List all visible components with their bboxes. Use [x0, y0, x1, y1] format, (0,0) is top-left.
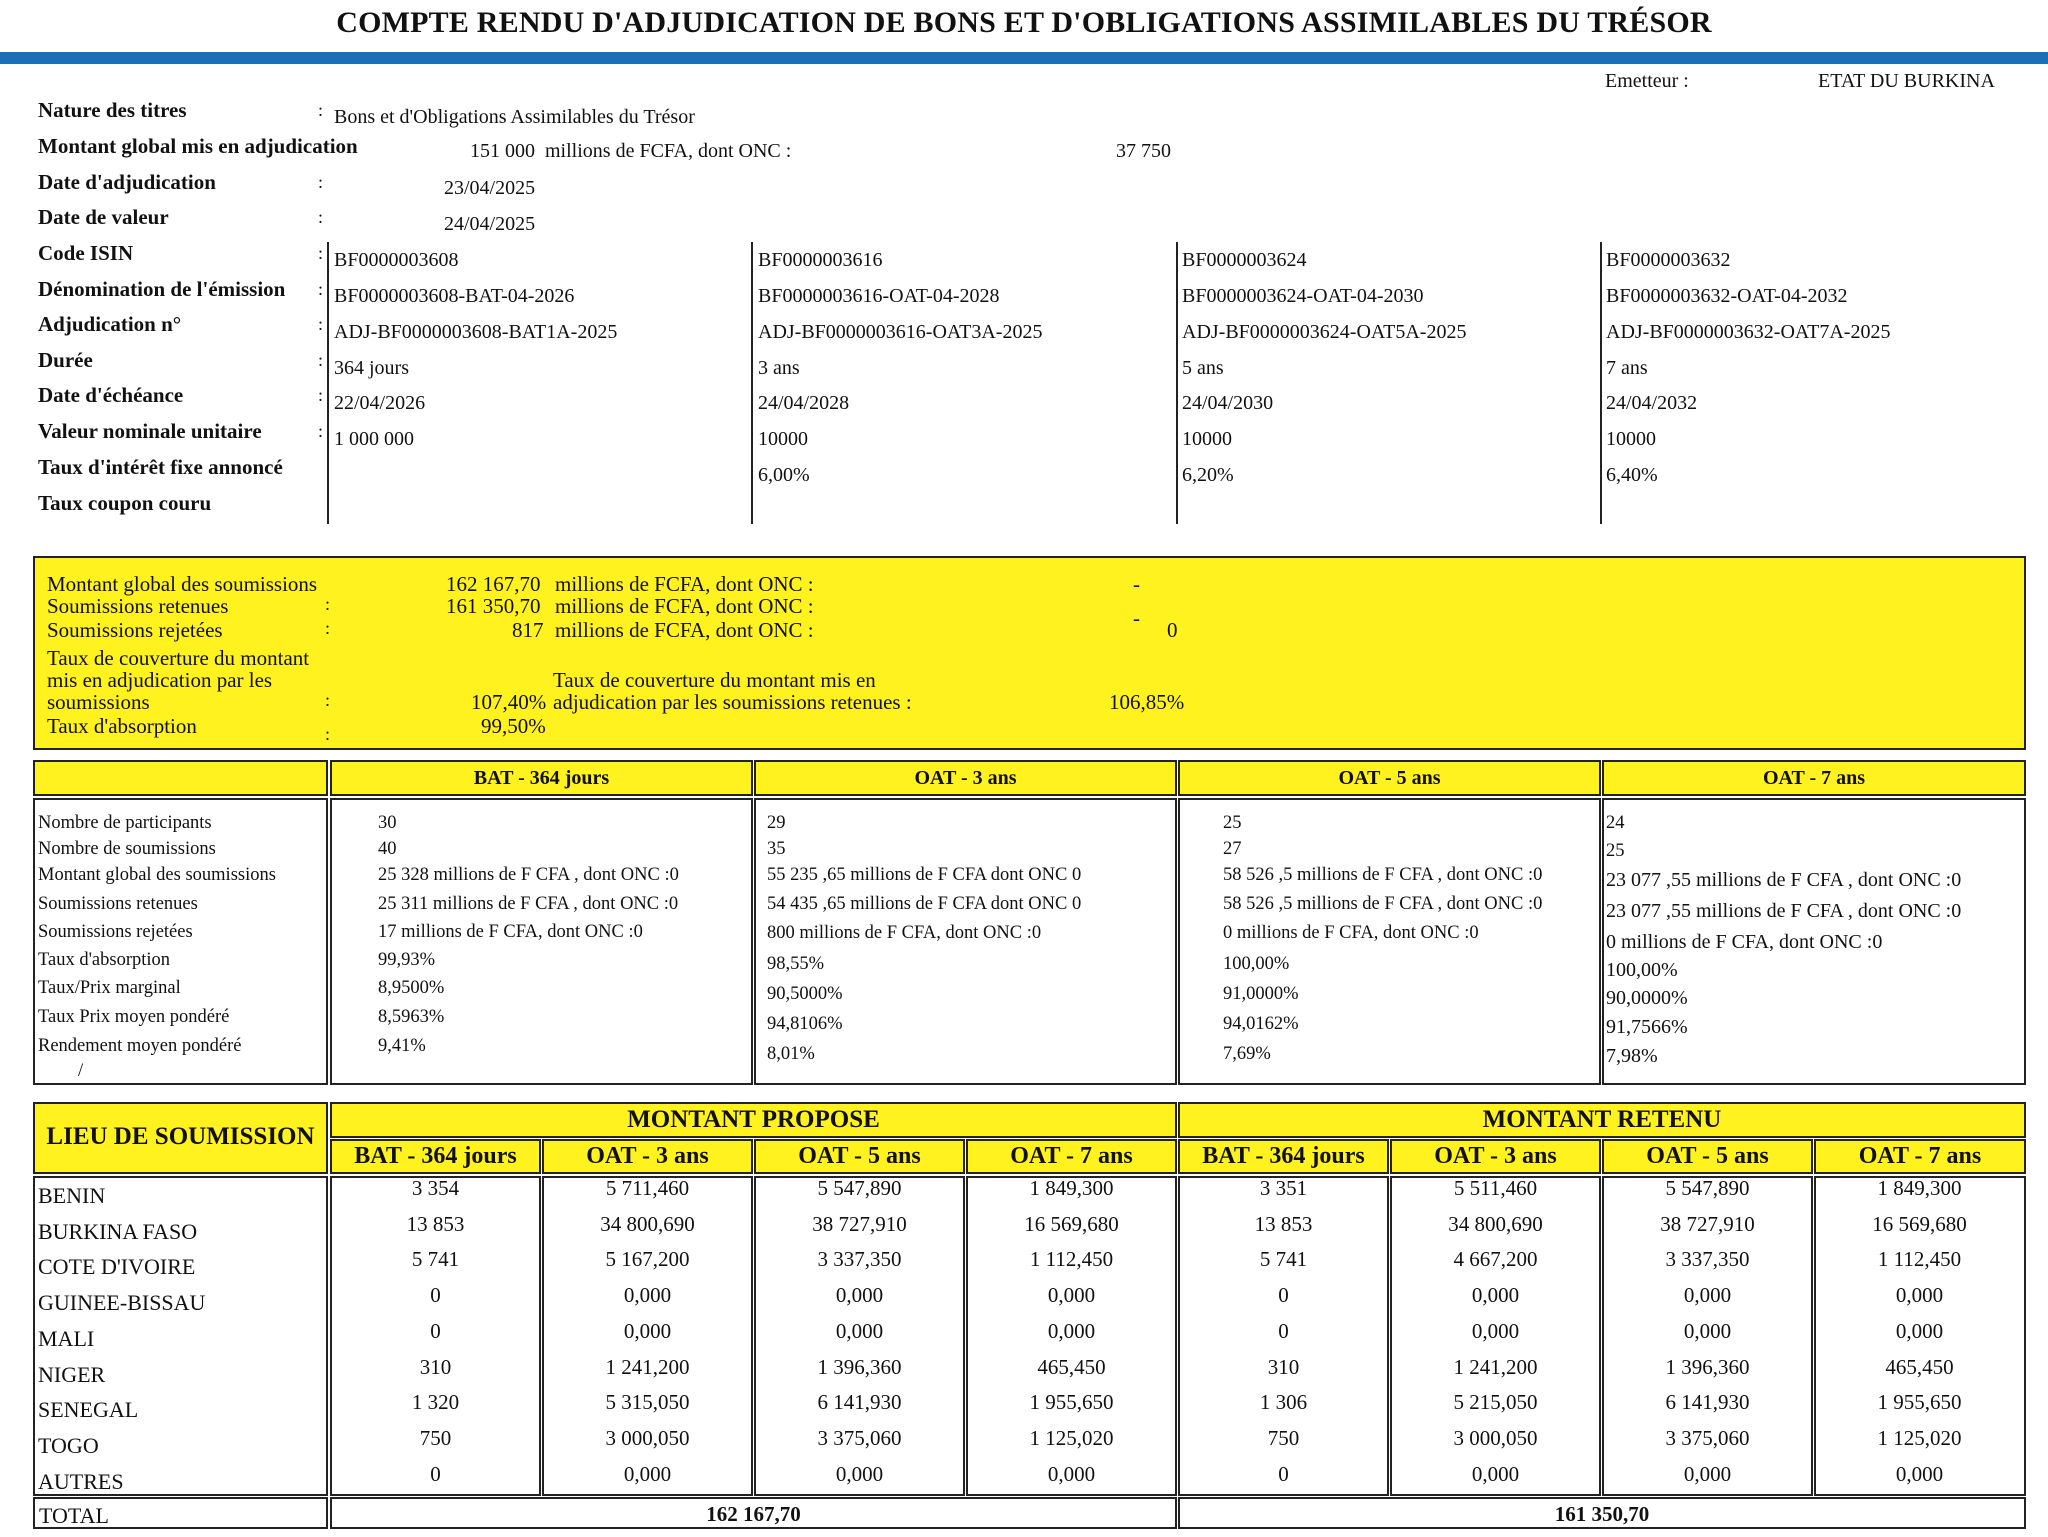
- results-value: 55 235 ,65 millions de F CFA dont ONC 0: [767, 865, 1082, 885]
- nominale-label: Valeur nominale unitaire: [38, 419, 262, 443]
- sub-header-propose-oat7: OAT - 7 ans: [966, 1139, 1177, 1174]
- montant-value: 151 000: [470, 140, 535, 162]
- results-label: Nombre de soumissions: [38, 839, 216, 859]
- results-value: 25 311 millions de F CFA , dont ONC :0: [378, 894, 679, 914]
- results-header-blank: [33, 760, 328, 796]
- summary-absorption-value: 99,50%: [481, 714, 546, 738]
- summary-retenues-label: Soumissions retenues: [47, 594, 229, 618]
- amount-cell: 16 569,680: [1872, 1211, 1967, 1236]
- isin-value: BF0000003608: [334, 249, 459, 271]
- sub-header-retenu-bat: BAT - 364 jours: [1178, 1139, 1389, 1174]
- amount-cell: 0,000: [835, 1283, 884, 1308]
- denomination-value: BF0000003632-OAT-04-2032: [1606, 285, 1848, 307]
- date-valeur-label: Date de valeur: [38, 205, 169, 229]
- results-label: Montant global des soumissions: [38, 865, 276, 885]
- amount-cell: 5 215,050: [1453, 1390, 1538, 1415]
- results-value: 8,5963%: [378, 1007, 445, 1027]
- amount-cell: 0: [430, 1461, 441, 1486]
- summary-couverture-retenues-value: 106,85%: [1109, 690, 1185, 714]
- echeance-value: 24/04/2030: [1182, 392, 1274, 414]
- amount-cell: 5 315,050: [605, 1390, 690, 1415]
- amount-cell: 0: [1278, 1461, 1289, 1486]
- amount-cell: 1 241,200: [605, 1354, 690, 1379]
- emetteur-label: Emetteur :: [1605, 70, 1689, 92]
- results-header-bat: BAT - 364 jours: [330, 760, 753, 796]
- total-label: TOTAL: [39, 1503, 109, 1528]
- results-value: 0 millions de F CFA, dont ONC :0: [1223, 923, 1479, 943]
- amount-cell: 0,000: [1471, 1318, 1520, 1343]
- title-rule: [0, 52, 2048, 64]
- amount-cell: 0,000: [623, 1461, 672, 1486]
- amount-cell: 1 955,650: [1029, 1390, 1114, 1415]
- results-value: 30: [378, 813, 397, 833]
- results-value: 98,55%: [767, 954, 825, 974]
- country-name: COTE D'IVOIRE: [38, 1254, 196, 1280]
- results-label: Soumissions rejetées: [38, 922, 193, 942]
- summary-rejetees-unit: millions de FCFA, dont ONC :: [555, 618, 814, 642]
- colon: :: [318, 207, 324, 227]
- amount-cell: 3 000,050: [1453, 1425, 1538, 1450]
- duree-value: 3 ans: [758, 357, 800, 379]
- total-retenu: 161 350,70: [1554, 1502, 1650, 1526]
- colon: :: [318, 421, 324, 441]
- results-value: 100,00%: [1223, 954, 1290, 974]
- amount-cell: 465,450: [1037, 1354, 1106, 1379]
- amount-cell: 310: [419, 1354, 452, 1379]
- results-value: 8,01%: [767, 1044, 815, 1064]
- summary-global-label: Montant global des soumissions: [47, 572, 318, 596]
- date-adjudication-label: Date d'adjudication: [38, 170, 216, 194]
- amount-cell: 1 125,020: [1029, 1425, 1114, 1450]
- amount-cell: 0,000: [1895, 1283, 1944, 1308]
- duree-value: 5 ans: [1182, 357, 1224, 379]
- results-value: 94,8106%: [767, 1014, 843, 1034]
- amount-cell: 1 849,300: [1029, 1176, 1114, 1200]
- country-name: BENIN: [38, 1183, 106, 1208]
- results-value: 58 526 ,5 millions de F CFA , dont ONC :0: [1223, 894, 1543, 914]
- summary-couverture-label-2: mis en adjudication par les: [47, 668, 273, 692]
- lieu-title: LIEU DE SOUMISSION: [33, 1102, 328, 1174]
- amount-cell: 0,000: [623, 1283, 672, 1308]
- montant-onc: 37 750: [1116, 140, 1171, 162]
- summary-couverture-retenues-label-2: adjudication par les soumissions retenues :: [553, 690, 912, 714]
- amount-cell: 5 711,460: [605, 1176, 690, 1200]
- colon: :: [318, 243, 324, 263]
- column-divider: [327, 242, 329, 524]
- total-label-cell: [33, 1497, 328, 1529]
- amount-cell: 0: [430, 1283, 441, 1308]
- column-divider: [1176, 242, 1178, 524]
- amount-cell: 13 853: [1254, 1211, 1313, 1236]
- amount-cell: 1 849,300: [1877, 1176, 1962, 1200]
- results-value: 8,9500%: [378, 978, 445, 998]
- results-value: 23 077 ,55 millions de F CFA , dont ONC :0: [1606, 900, 1962, 922]
- results-label: Rendement moyen pondéré: [38, 1036, 242, 1056]
- amount-cell: 1 396,360: [1665, 1354, 1750, 1379]
- country-name: GUINEE-BISSAU: [38, 1290, 206, 1316]
- amount-cell: 0: [1278, 1283, 1289, 1308]
- colon: :: [318, 314, 324, 334]
- denomination-value: BF0000003616-OAT-04-2028: [758, 285, 1000, 307]
- colon: :: [318, 279, 324, 299]
- summary-absorption-label: Taux d'absorption: [47, 714, 197, 738]
- total-retenu-cell: [1178, 1497, 2026, 1529]
- summary-rejetees-onc: 0: [1167, 618, 1178, 642]
- amount-cell: 0,000: [1895, 1318, 1944, 1343]
- results-value: 7,98%: [1606, 1045, 1658, 1067]
- amount-cell: 0,000: [835, 1318, 884, 1343]
- amount-cell: 750: [419, 1425, 452, 1450]
- summary-couverture-retenues-label-1: Taux de couverture du montant mis en: [553, 668, 876, 692]
- column-divider: [751, 242, 753, 524]
- denomination-label: Dénomination de l'émission: [38, 277, 286, 301]
- summary-couverture-value: 107,40%: [471, 690, 547, 714]
- results-value: 24: [1606, 813, 1625, 833]
- results-label: Soumissions retenues: [38, 894, 198, 914]
- nominale-value: 10000: [1182, 428, 1232, 450]
- isin-value: BF0000003624: [1182, 249, 1307, 271]
- column-divider: [1600, 242, 1602, 524]
- taux-value: 6,20%: [1182, 464, 1234, 486]
- amount-cell: 3 375,060: [817, 1425, 902, 1450]
- amount-cell: 1 955,650: [1877, 1390, 1962, 1415]
- duree-value: 7 ans: [1606, 357, 1648, 379]
- amount-cell: 465,450: [1885, 1354, 1954, 1379]
- amount-cell: 1 306: [1259, 1390, 1308, 1415]
- amount-cell: 0,000: [1471, 1461, 1520, 1486]
- amount-cell: 1 125,020: [1877, 1425, 1962, 1450]
- results-value: 90,5000%: [767, 984, 843, 1004]
- duree-label: Durée: [38, 348, 93, 372]
- colon: :: [325, 618, 331, 638]
- amount-cell: 0,000: [1683, 1318, 1732, 1343]
- results-label: Taux Prix moyen pondéré: [38, 1007, 230, 1027]
- amount-cell: 5 511,460: [1453, 1176, 1538, 1200]
- duree-value: 364 jours: [334, 357, 409, 379]
- amount-cell: 1 112,450: [1877, 1247, 1962, 1272]
- taux-value: 6,00%: [758, 464, 810, 486]
- amount-cell: 0: [430, 1318, 441, 1343]
- amount-cell: 5 547,890: [817, 1176, 902, 1200]
- montant-unit: millions de FCFA, dont ONC :: [545, 140, 792, 162]
- amount-cell: 5 167,200: [605, 1247, 690, 1272]
- nature-value: Bons et d'Obligations Assimilables du Trésor: [334, 106, 695, 128]
- summary-retenues-value: 161 350,70: [446, 594, 541, 618]
- results-value: 35: [767, 839, 786, 859]
- colon: :: [318, 385, 324, 405]
- colon: :: [318, 172, 324, 192]
- country-name: TOGO: [38, 1432, 99, 1458]
- results-value: 40: [378, 839, 397, 859]
- results-value: 9,41%: [378, 1036, 426, 1056]
- colon: :: [325, 690, 331, 710]
- total-propose: 162 167,70: [706, 1502, 801, 1526]
- adjudication-value: ADJ-BF0000003632-OAT7A-2025: [1606, 321, 1891, 343]
- sub-header-retenu-oat3: OAT - 3 ans: [1390, 1139, 1601, 1174]
- nominale-value: 10000: [1606, 428, 1656, 450]
- echeance-value: 24/04/2028: [758, 392, 850, 414]
- page-title: COMPTE RENDU D'ADJUDICATION DE BONS ET D'OBLIGATIONS ASSIMILABLES DU TRÉSOR: [336, 6, 1712, 39]
- amount-cell: 5 547,890: [1665, 1176, 1750, 1200]
- amount-cell: 0,000: [623, 1318, 672, 1343]
- country-name: BURKINA FASO: [38, 1218, 198, 1244]
- results-value: 91,7566%: [1606, 1016, 1688, 1038]
- amount-cell: 0,000: [1683, 1461, 1732, 1486]
- amount-cell: 0,000: [1683, 1283, 1732, 1308]
- results-value: 91,0000%: [1223, 984, 1299, 1004]
- nominale-value: 1 000 000: [334, 428, 414, 450]
- results-value: 800 millions de F CFA, dont ONC :0: [767, 923, 1042, 943]
- montant-retenu-header: MONTANT RETENU: [1178, 1102, 2026, 1138]
- coupon-label: Taux coupon couru: [38, 491, 212, 515]
- amount-cell: 750: [1267, 1425, 1300, 1450]
- amount-cell: 0,000: [1047, 1461, 1096, 1486]
- summary-global-unit: millions de FCFA, dont ONC :: [555, 572, 814, 596]
- taux-value: 6,40%: [1606, 464, 1658, 486]
- country-name: SENEGAL: [38, 1397, 139, 1423]
- amount-cell: 1 112,450: [1029, 1247, 1114, 1272]
- sub-header-retenu-oat7: OAT - 7 ans: [1814, 1139, 2026, 1174]
- results-value: 7,69%: [1223, 1044, 1271, 1064]
- amount-cell: 310: [1267, 1354, 1300, 1379]
- amount-cell: 38 727,910: [812, 1211, 907, 1236]
- date-adjudication-value: 23/04/2025: [444, 177, 536, 199]
- amount-cell: 6 141,930: [817, 1390, 902, 1415]
- sub-header-retenu-oat5: OAT - 5 ans: [1602, 1139, 1813, 1174]
- amount-cell: 0,000: [835, 1461, 884, 1486]
- summary-global-onc: -: [1133, 572, 1140, 596]
- colon: :: [318, 350, 324, 370]
- adjudication-value: ADJ-BF0000003624-OAT5A-2025: [1182, 321, 1467, 343]
- adjudication-label: Adjudication n°: [38, 312, 182, 336]
- results-label: Taux d'absorption: [38, 950, 171, 970]
- echeance-label: Date d'échéance: [38, 383, 184, 407]
- results-label: /: [78, 1061, 84, 1081]
- summary-box: [33, 556, 2026, 750]
- results-label: Nombre de participants: [38, 813, 212, 833]
- isin-value: BF0000003616: [758, 249, 883, 271]
- sub-header-propose-oat3: OAT - 3 ans: [542, 1139, 753, 1174]
- adjudication-value: ADJ-BF0000003616-OAT3A-2025: [758, 321, 1043, 343]
- amount-cell: 34 800,690: [600, 1211, 695, 1236]
- summary-rejetees-label: Soumissions rejetées: [47, 618, 223, 642]
- colon: :: [325, 724, 331, 744]
- amount-cell: 34 800,690: [1448, 1211, 1543, 1236]
- results-value: 25 328 millions de F CFA , dont ONC :0: [378, 865, 679, 885]
- results-header-oat5: OAT - 5 ans: [1178, 760, 1601, 796]
- summary-couverture-label-1: Taux de couverture du montant: [47, 646, 310, 670]
- amount-cell: 16 569,680: [1024, 1211, 1119, 1236]
- nature-label: Nature des titres: [38, 98, 187, 122]
- isin-label: Code ISIN: [38, 241, 134, 265]
- denomination-value: BF0000003608-BAT-04-2026: [334, 285, 575, 307]
- amount-cell: 3 337,350: [817, 1247, 902, 1272]
- country-name: AUTRES: [38, 1468, 124, 1494]
- amount-cell: 3 337,350: [1665, 1247, 1750, 1272]
- amount-cell: 0: [1278, 1318, 1289, 1343]
- results-value: 100,00%: [1606, 959, 1678, 981]
- results-label: Taux/Prix marginal: [38, 978, 181, 998]
- date-valeur-value: 24/04/2025: [444, 213, 536, 235]
- results-value: 0 millions de F CFA, dont ONC :0: [1606, 931, 1883, 953]
- amount-cell: 0,000: [1471, 1283, 1520, 1308]
- taux-interet-label: Taux d'intérêt fixe annoncé: [38, 455, 283, 479]
- colon: :: [318, 100, 324, 120]
- emetteur-value: ETAT DU BURKINA: [1818, 70, 1995, 92]
- results-value: 58 526 ,5 millions de F CFA , dont ONC :0: [1223, 865, 1543, 885]
- montant-propose-header: MONTANT PROPOSE: [330, 1102, 1177, 1138]
- amount-cell: 3 000,050: [605, 1425, 690, 1450]
- results-value: 27: [1223, 839, 1242, 859]
- summary-global-value: 162 167,70: [446, 572, 541, 596]
- results-value: 25: [1223, 813, 1242, 833]
- results-value: 17 millions de F CFA, dont ONC :0: [378, 922, 643, 942]
- results-value: 94,0162%: [1223, 1014, 1299, 1034]
- montant-label: Montant global mis en adjudication: [38, 134, 358, 158]
- country-name: MALI: [38, 1325, 95, 1351]
- sub-header-propose-oat5: OAT - 5 ans: [754, 1139, 965, 1174]
- results-header-oat7: OAT - 7 ans: [1602, 760, 2026, 796]
- isin-value: BF0000003632: [1606, 249, 1731, 271]
- colon: :: [325, 594, 331, 614]
- amount-cell: 1 396,360: [817, 1354, 902, 1379]
- denomination-value: BF0000003624-OAT-04-2030: [1182, 285, 1424, 307]
- summary-retenues-onc: -: [1133, 606, 1140, 630]
- results-value: 99,93%: [378, 950, 436, 970]
- amount-cell: 38 727,910: [1660, 1211, 1755, 1236]
- amount-cell: 13 853: [406, 1211, 465, 1236]
- total-propose-cell: [330, 1497, 1177, 1529]
- amount-cell: 1 320: [411, 1390, 460, 1415]
- summary-rejetees-value: 817: [512, 618, 544, 642]
- amount-cell: 3 375,060: [1665, 1425, 1750, 1450]
- results-value: 54 435 ,65 millions de F CFA dont ONC 0: [767, 894, 1082, 914]
- adjudication-value: ADJ-BF0000003608-BAT1A-2025: [334, 321, 618, 343]
- nominale-value: 10000: [758, 428, 808, 450]
- echeance-value: 24/04/2032: [1606, 392, 1698, 414]
- amount-cell: 3 351: [1259, 1176, 1308, 1200]
- amount-cell: 0,000: [1047, 1283, 1096, 1308]
- results-value: 29: [767, 813, 786, 833]
- amount-cell: 0,000: [1047, 1318, 1096, 1343]
- amount-cell: 0,000: [1895, 1461, 1944, 1486]
- amount-cell: 1 241,200: [1453, 1354, 1538, 1379]
- echeance-value: 22/04/2026: [334, 392, 426, 414]
- summary-couverture-label-3: soumissions: [47, 690, 150, 714]
- country-name: NIGER: [38, 1361, 106, 1387]
- amount-cell: 3 354: [411, 1176, 460, 1200]
- amount-cell: 5 741: [411, 1247, 460, 1272]
- sub-header-propose-bat: BAT - 364 jours: [330, 1139, 541, 1174]
- amount-cell: 5 741: [1259, 1247, 1308, 1272]
- results-header-oat3: OAT - 3 ans: [754, 760, 1177, 796]
- results-value: 23 077 ,55 millions de F CFA , dont ONC :0: [1606, 869, 1962, 891]
- results-value: 25: [1606, 841, 1625, 861]
- summary-retenues-unit: millions de FCFA, dont ONC :: [555, 594, 814, 618]
- results-value: 90,0000%: [1606, 987, 1688, 1009]
- amount-cell: 4 667,200: [1453, 1247, 1538, 1272]
- amount-cell: 6 141,930: [1665, 1390, 1750, 1415]
